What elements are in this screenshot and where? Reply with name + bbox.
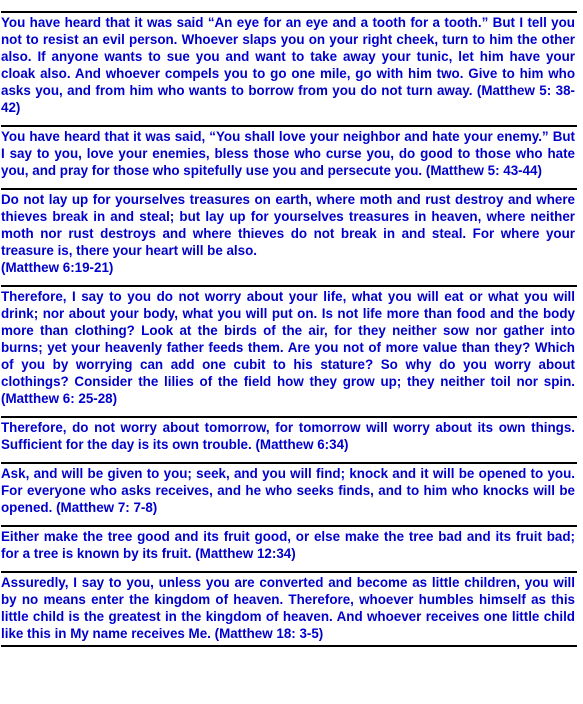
verse-reference: (Matthew 7: 7-8) (56, 500, 158, 515)
divider (1, 525, 577, 527)
verse-block (1, 419, 577, 453)
divider (1, 285, 577, 287)
verse-text: Do not lay up for yourselves treasures on earth, where moth and rust destroy and where thieves break in and steal; but lay up for yourselves treasures in heaven, where neither moth nor rust destroys and where thieves do not break in and steal. For where your treasure is, there your heart will be also. (1, 192, 575, 258)
verse-text: Therefore, do not worry about tomorrow, for tomorrow will worry about its own things. Sufficient for the day is its own trouble. (1, 420, 575, 452)
verse-block (1, 288, 577, 407)
verse-text: Therefore, I say to you do not worry about your life, what you will eat or what you will drink; nor about your body, what you will put on. Is not life more than food and the body more than clothing? Look at the birds of the air, for they neither sow nor gather into burns; yet your heavenly father feeds them. Are you not of more value than they? Which of you by worrying can add one cubit to his stature? So why do you worry about clothings? Consider the lilies of the field how they grow up; they neither toil nor spin. (1, 289, 575, 389)
verse-block (1, 465, 577, 516)
verse-block (1, 574, 577, 642)
divider (1, 125, 577, 127)
verse-text: You have heard that it was said, “You shall love your neighbor and hate your enemy.” But I say to you, love your enemies, bless those who curse you, do good to those who hate you, and pray for those who spitefully use you and persecute you. (1, 129, 575, 178)
verse-block (1, 191, 577, 276)
verse-reference: (Matthew 6:34) (255, 437, 349, 452)
verse-reference: (Matthew 6:19-21) (1, 260, 114, 275)
verse-text: Either make the tree good and its fruit good, or else make the tree bad and its fruit bad; for a tree is known by its fruit. (1, 529, 575, 561)
divider (1, 11, 577, 13)
verse-reference: (Matthew 6: 25-28) (1, 391, 118, 406)
verse-block (1, 128, 577, 179)
verse-reference: (Matthew 18: 3-5) (214, 626, 324, 641)
divider (1, 188, 577, 190)
divider (1, 571, 577, 573)
verse-text: Ask, and will be given to you; seek, and you will find; knock and it will be opened to you. For everyone who asks receives, and he who seeks finds, and to him who knocks will be opened. (1, 466, 575, 515)
verse-block (1, 528, 577, 562)
verse-reference: (Matthew 5: 43-44) (425, 163, 542, 178)
verse-reference: (Matthew 12:34) (195, 546, 296, 561)
verse-reference: (Matthew 5: 38-42) (1, 83, 575, 115)
divider (1, 462, 577, 464)
divider (1, 416, 577, 418)
verse-text: You have heard that it was said “An eye for an eye and a tooth for a tooth.” But I tell you not to resist an evil person. Whoever slaps you on your right cheek, turn to him the other also. If anyone wants to sue you and want to take away your tunic, let him have your cloak also. And whoever compels you to go one mile, go with him two. Give to him who asks you, and from him who wants to borrow from you do not turn away. (1, 15, 575, 98)
divider (1, 645, 577, 647)
verse-block (1, 14, 577, 116)
verse-text: Assuredly, I say to you, unless you are converted and become as little children, you will by no means enter the kingdom of heaven. Therefore, whoever humbles himself as this little child is the greatest in the kingdom of heaven. And whoever receives one little child like this in My name receives Me. (1, 575, 575, 641)
